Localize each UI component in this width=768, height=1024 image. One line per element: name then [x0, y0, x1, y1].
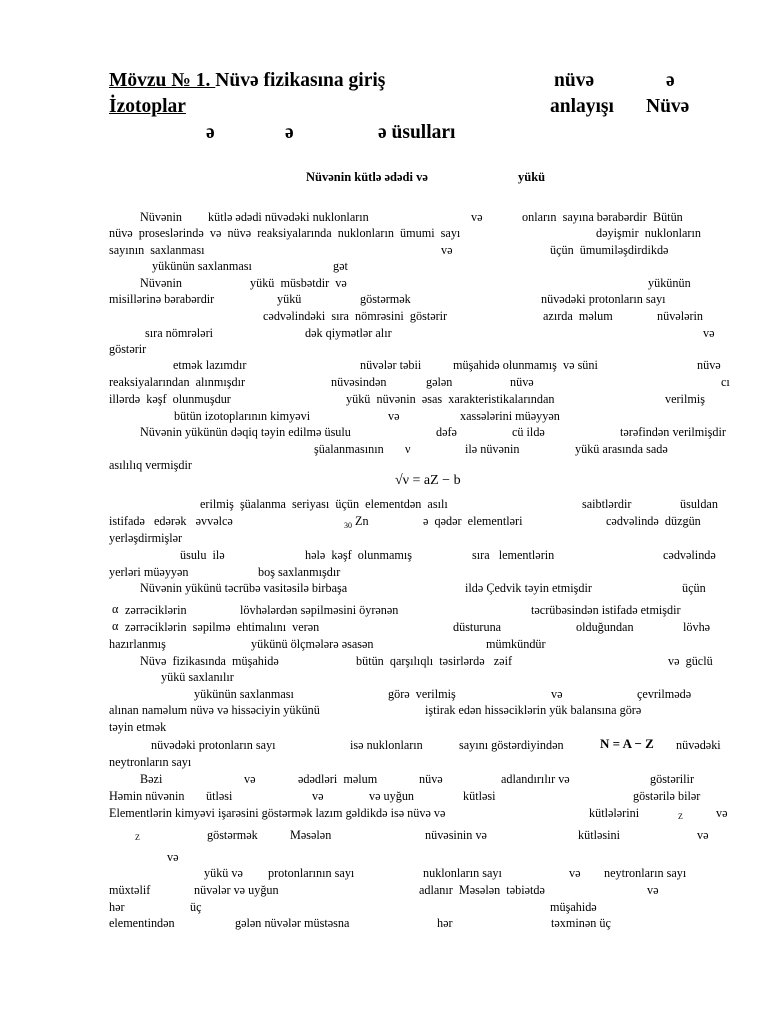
- text-fragment: yükü və: [204, 866, 243, 880]
- alpha-symbol: α: [112, 619, 119, 633]
- text-fragment: və: [388, 409, 400, 423]
- text-fragment: və: [569, 866, 581, 880]
- text-fragment: təxminən üç: [551, 916, 611, 930]
- text-fragment: elementindən: [109, 916, 175, 930]
- text-fragment: ə qədər elementləri: [423, 514, 523, 528]
- charge-subscript-z: Z: [678, 812, 683, 821]
- text-fragment: müşahidə: [550, 900, 597, 914]
- title-word: nüvə: [554, 70, 595, 91]
- text-fragment: azırda məlum: [543, 309, 613, 323]
- text-fragment: illərdə kəşf olunmuşdur: [109, 392, 231, 406]
- title-line-1: [109, 70, 385, 92]
- text-fragment: nüvə: [697, 358, 721, 372]
- text-fragment: ν: [405, 442, 411, 456]
- text-fragment: düsturuna: [453, 620, 502, 634]
- text-fragment: üsuldan: [680, 497, 718, 511]
- text-fragment: sıra lementlərin: [472, 548, 555, 562]
- text-fragment: dəfə: [436, 425, 457, 439]
- text-fragment: yükünün saxlanması: [152, 259, 252, 273]
- alpha-symbol: α: [112, 602, 119, 616]
- title-word: anlayışı: [550, 96, 614, 117]
- text-fragment: ildə Çedvik təyin etmişdir: [465, 581, 592, 595]
- text-fragment: Həmin nüvənin: [109, 789, 185, 803]
- text-fragment: Nüvənin: [140, 210, 182, 224]
- text-fragment: və: [441, 243, 453, 257]
- text-fragment: zərrəciklərin: [125, 603, 187, 617]
- text-fragment: cü ildə: [512, 425, 545, 439]
- text-fragment: cədvəlindəki sıra nömrəsini göstərir: [263, 309, 448, 323]
- text-fragment: misillərinə bərabərdir: [109, 292, 215, 306]
- text-fragment: nüvə: [510, 375, 534, 389]
- text-fragment: ilə nüvənin: [465, 442, 520, 456]
- text-fragment: dəyişmir nuklonların: [596, 226, 701, 240]
- text-fragment: sayını göstərdiyindən: [459, 738, 564, 752]
- text-fragment: və: [716, 806, 728, 820]
- text-fragment: ədədləri məlum: [298, 772, 378, 786]
- text-fragment: müxtəlif: [109, 883, 151, 897]
- text-fragment: neytronların sayı: [109, 755, 192, 769]
- text-fragment: boş saxlanmışdır: [258, 565, 341, 579]
- text-fragment: nüvəsindən: [331, 375, 387, 389]
- text-fragment: nüvəsinin və: [425, 828, 487, 842]
- text-fragment: göstərmək: [207, 828, 258, 842]
- text-fragment: yükünü ölçmələrə əsasən: [251, 637, 374, 651]
- text-fragment: sıra nömrələri: [145, 326, 214, 340]
- text-fragment: göstərmək: [360, 292, 411, 306]
- text-fragment: istifadə edərək əvvəlcə: [109, 514, 233, 528]
- text-fragment: nüvədəki protonların sayı: [541, 292, 666, 306]
- text-fragment: göstərir: [109, 342, 147, 356]
- text-fragment: mümkündür: [486, 637, 546, 651]
- text-fragment: Nüvə fizikasında müşahidə: [140, 654, 279, 668]
- text-fragment: kütlələrini: [589, 806, 640, 820]
- text-fragment: gələn nüvələr müstəsna: [235, 916, 350, 930]
- text-fragment: protonlarının sayı: [268, 866, 355, 880]
- equation-sqrt-nu: √ν = aZ − b: [395, 473, 461, 488]
- text-fragment: kütləsi: [463, 789, 496, 803]
- text-fragment: asılılıq vermişdir: [109, 458, 192, 472]
- text-fragment: şüalanmasının: [314, 442, 384, 456]
- text-fragment: bütün qarşılıqlı təsirlərdə zəif: [356, 654, 513, 668]
- text-fragment: nüvələr təbii: [360, 358, 422, 372]
- zinc-symbol: Zn: [355, 514, 369, 528]
- text-fragment: dək qiymətlər alır: [305, 326, 392, 340]
- section-heading-part: Nüvənin kütlə ədədi və: [306, 170, 428, 184]
- text-fragment: adlandırılır və: [501, 772, 570, 786]
- text-fragment: nüvələr və uyğun: [194, 883, 279, 897]
- charge-subscript-z: Z: [135, 833, 140, 842]
- text-fragment: üsulu ilə: [180, 548, 225, 562]
- text-fragment: neytronların sayı: [604, 866, 687, 880]
- text-fragment: hər: [437, 916, 453, 930]
- text-fragment: isə nuklonların: [350, 738, 423, 752]
- text-fragment: alınan naməlum nüvə və hissəciyin yükünü: [109, 703, 320, 717]
- text-fragment: onların sayına bərabərdir Bütün: [522, 210, 683, 224]
- text-fragment: hazırlanmış: [109, 637, 166, 651]
- text-fragment: bütün izotoplarının kimyəvi: [174, 409, 311, 423]
- text-fragment: verilmiş: [665, 392, 705, 406]
- text-fragment: nuklonların sayı: [423, 866, 502, 880]
- title-word: ə üsulları: [378, 122, 456, 143]
- text-fragment: və: [647, 883, 659, 897]
- text-fragment: zərrəciklərin səpilmə ehtimalını verən: [125, 620, 320, 634]
- text-fragment: lövhə: [683, 620, 711, 634]
- text-fragment: cı: [721, 375, 730, 389]
- text-fragment: müşahidə olunmamış və süni: [453, 358, 598, 372]
- text-fragment: kütləsini: [578, 828, 620, 842]
- text-fragment: yerləşdirmişlər: [109, 531, 183, 545]
- text-fragment: yükünün saxlanması: [194, 687, 294, 701]
- text-fragment: yükü saxlanılır: [161, 670, 234, 684]
- text-fragment: gət: [333, 259, 348, 273]
- text-fragment: xassələrini müəyyən: [460, 409, 560, 423]
- title-word: ə: [666, 70, 675, 91]
- text-fragment: etmək lazımdır: [173, 358, 247, 372]
- text-fragment: yerləri müəyyən: [109, 565, 189, 579]
- text-fragment: görə verilmiş: [388, 687, 456, 701]
- text-fragment: və: [697, 828, 709, 842]
- text-fragment: hələ kəşf olunmamış: [305, 548, 412, 562]
- text-fragment: yükü: [277, 292, 302, 306]
- text-fragment: üçün ümumiləşdirdikdə: [550, 243, 669, 257]
- text-fragment: erilmiş şüalanma seriyası üçün elementdən asılı: [200, 497, 448, 511]
- text-fragment: cədvəlində: [663, 548, 716, 562]
- text-fragment: sayının saxlanması: [109, 243, 205, 257]
- text-fragment: nüvədəki: [676, 738, 721, 752]
- text-fragment: və: [551, 687, 563, 701]
- text-fragment: Bəzi: [140, 772, 163, 786]
- text-fragment: və: [244, 772, 256, 786]
- text-fragment: göstərilə bilər: [633, 789, 701, 803]
- title-word: İzotoplar: [109, 96, 186, 117]
- text-fragment: və: [312, 789, 324, 803]
- text-fragment: və güclü: [668, 654, 713, 668]
- text-fragment: Nüvənin yükünün dəqiq təyin edilmə üsulu: [140, 425, 351, 439]
- text-fragment: saibtlərdir: [582, 497, 632, 511]
- text-fragment: nüvələrin: [657, 309, 704, 323]
- text-fragment: göstərilir: [650, 772, 695, 786]
- text-fragment: təyin etmək: [109, 720, 167, 734]
- text-fragment: təcrübəsindən istifadə etmişdir: [531, 603, 681, 617]
- title-word: ə: [285, 122, 294, 143]
- text-fragment: Məsələn: [290, 828, 332, 842]
- text-fragment: və uyğun: [369, 789, 415, 803]
- text-fragment: yükü müsbətdir və: [250, 276, 347, 290]
- title-word: ə: [206, 122, 215, 143]
- text-fragment: lövhələrdən səpilməsini öyrənən: [240, 603, 399, 617]
- text-fragment: iştirak edən hissəciklərin yük balansına görə: [425, 703, 642, 717]
- text-fragment: Nüvənin yükünü təcrübə vasitəsilə birbaşa: [140, 581, 348, 595]
- text-fragment: Elementlərin kimyəvi işarəsini göstərmək lazım gəldikdə isə nüvə və: [109, 806, 446, 820]
- title-word: Nüvə: [646, 96, 690, 117]
- text-fragment: olduğundan: [576, 620, 634, 634]
- title-topic-number: Mövzu № 1.: [109, 70, 216, 91]
- equation-neutron-number: N = A − Z: [600, 736, 654, 751]
- text-fragment: ütləsi: [206, 789, 233, 803]
- text-fragment: yükü nüvənin əsas xarakteristikalarından: [346, 392, 555, 406]
- text-fragment: nüvədəki protonların sayı: [151, 738, 276, 752]
- text-fragment: tərəfindən verilmişdir: [620, 425, 726, 439]
- text-fragment: üç: [190, 900, 202, 914]
- text-fragment: yükü arasında sadə: [575, 442, 668, 456]
- text-fragment: yükünün: [648, 276, 691, 290]
- text-fragment: reaksiyalarından alınmışdır: [109, 375, 246, 389]
- text-fragment: və: [167, 850, 179, 864]
- text-fragment: Nüvənin: [140, 276, 182, 290]
- text-fragment: və: [703, 326, 715, 340]
- text-fragment: nüvə: [419, 772, 443, 786]
- text-fragment: çevrilmədə: [637, 687, 692, 701]
- text-fragment: nüvə proseslərində və nüvə reaksiyalarında nuklonların ümumi sayı: [109, 226, 461, 240]
- text-fragment: kütlə ədədi nüvədəki nuklonların: [208, 210, 369, 224]
- text-fragment: hər: [109, 900, 125, 914]
- text-fragment: adlanır Məsələn təbiətdə: [419, 883, 545, 897]
- zinc-atomic-number: 30: [344, 521, 352, 530]
- section-heading-part: yükü: [518, 170, 546, 184]
- text-fragment: və: [471, 210, 483, 224]
- text-fragment: gələn: [426, 375, 453, 389]
- title-topic-name: Nüvə fizikasına giriş: [215, 70, 386, 91]
- text-fragment: üçün: [682, 581, 706, 595]
- text-fragment: cədvəlində düzgün: [606, 514, 701, 528]
